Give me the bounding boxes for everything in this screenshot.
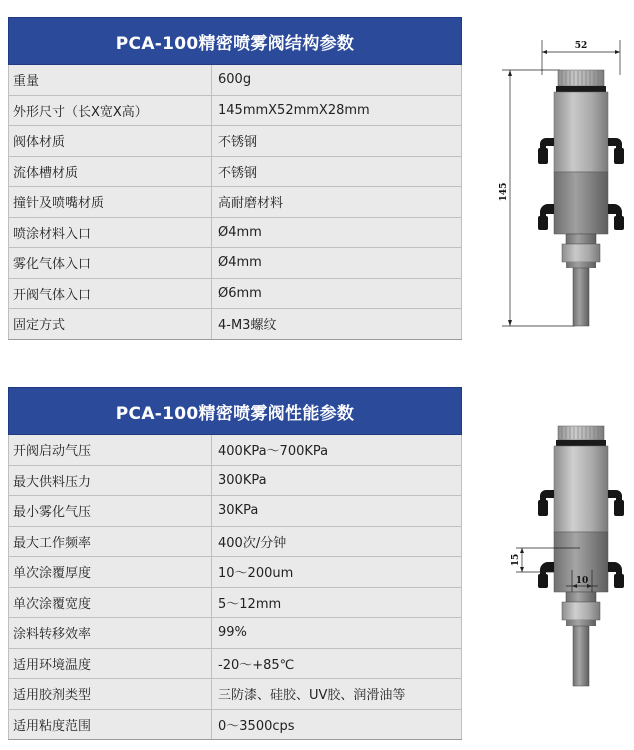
table-row xyxy=(9,557,462,588)
param-key: 撞针及喷嘴材质 xyxy=(9,187,212,218)
param-value: 99% xyxy=(212,618,462,649)
param-value: 10～200um xyxy=(212,557,462,588)
performance-table-title: PCA-100精密喷雾阀性能参数 xyxy=(9,388,462,435)
param-value: 4-M3螺纹 xyxy=(212,309,462,340)
table-row xyxy=(9,95,462,126)
param-key: 最小雾化气压 xyxy=(9,496,212,527)
param-key: 最大工作频率 xyxy=(9,526,212,557)
height-dimension-label: 145 xyxy=(499,182,509,202)
param-value: 三防漆、硅胶、UV胶、润滑油等 xyxy=(212,679,462,710)
param-key: 单次涂覆宽度 xyxy=(9,587,212,618)
param-value: 高耐磨材料 xyxy=(212,187,462,218)
table-row xyxy=(9,278,462,309)
param-key: 固定方式 xyxy=(9,309,212,340)
table-row xyxy=(9,187,462,218)
param-value: 5～12mm xyxy=(212,587,462,618)
table-row xyxy=(9,618,462,649)
structure-params-table xyxy=(8,17,462,340)
param-key: 开阀气体入口 xyxy=(9,278,212,309)
valve-detail-drawing xyxy=(480,420,634,750)
param-key: 适用粘度范围 xyxy=(9,709,212,740)
table-row xyxy=(9,496,462,527)
param-value: 600g xyxy=(212,65,462,96)
valve-dimension-drawing xyxy=(480,30,634,340)
param-value: Ø4mm xyxy=(212,248,462,279)
param-value: 30KPa xyxy=(212,496,462,527)
param-value: 不锈钢 xyxy=(212,156,462,187)
param-key: 重量 xyxy=(9,65,212,96)
table-row xyxy=(9,435,462,466)
param-key: 外形尺寸（长X宽X高） xyxy=(9,95,212,126)
table-row xyxy=(9,248,462,279)
param-key: 雾化气体入口 xyxy=(9,248,212,279)
vertical-dimension-label: 15 xyxy=(511,553,521,567)
param-key: 单次涂覆厚度 xyxy=(9,557,212,588)
performance-params-table xyxy=(8,387,462,740)
param-value: Ø6mm xyxy=(212,278,462,309)
param-value: 400次/分钟 xyxy=(212,526,462,557)
param-value: Ø4mm xyxy=(212,217,462,248)
param-value: 0～3500cps xyxy=(212,709,462,740)
table-row xyxy=(9,65,462,96)
param-value: 不锈钢 xyxy=(212,126,462,157)
table-row xyxy=(9,709,462,740)
param-key: 流体槽材质 xyxy=(9,156,212,187)
table-row xyxy=(9,126,462,157)
table-row xyxy=(9,526,462,557)
param-key: 涂料转移效率 xyxy=(9,618,212,649)
width-dimension-label: 52 xyxy=(574,41,588,51)
table-row xyxy=(9,156,462,187)
table-row xyxy=(9,465,462,496)
param-value: -20～+85℃ xyxy=(212,648,462,679)
structure-table-title: PCA-100精密喷雾阀结构参数 xyxy=(9,18,462,65)
param-key: 适用胶剂类型 xyxy=(9,679,212,710)
table-row xyxy=(9,679,462,710)
horizontal-dimension-label: 10 xyxy=(575,576,589,586)
param-value: 400KPa～700KPa xyxy=(212,435,462,466)
param-key: 阀体材质 xyxy=(9,126,212,157)
table-row xyxy=(9,217,462,248)
table-row xyxy=(9,309,462,340)
param-key: 喷涂材料入口 xyxy=(9,217,212,248)
param-key: 开阀启动气压 xyxy=(9,435,212,466)
param-key: 最大供料压力 xyxy=(9,465,212,496)
param-key: 适用环境温度 xyxy=(9,648,212,679)
param-value: 300KPa xyxy=(212,465,462,496)
table-row xyxy=(9,648,462,679)
table-row xyxy=(9,587,462,618)
param-value: 145mmX52mmX28mm xyxy=(212,95,462,126)
